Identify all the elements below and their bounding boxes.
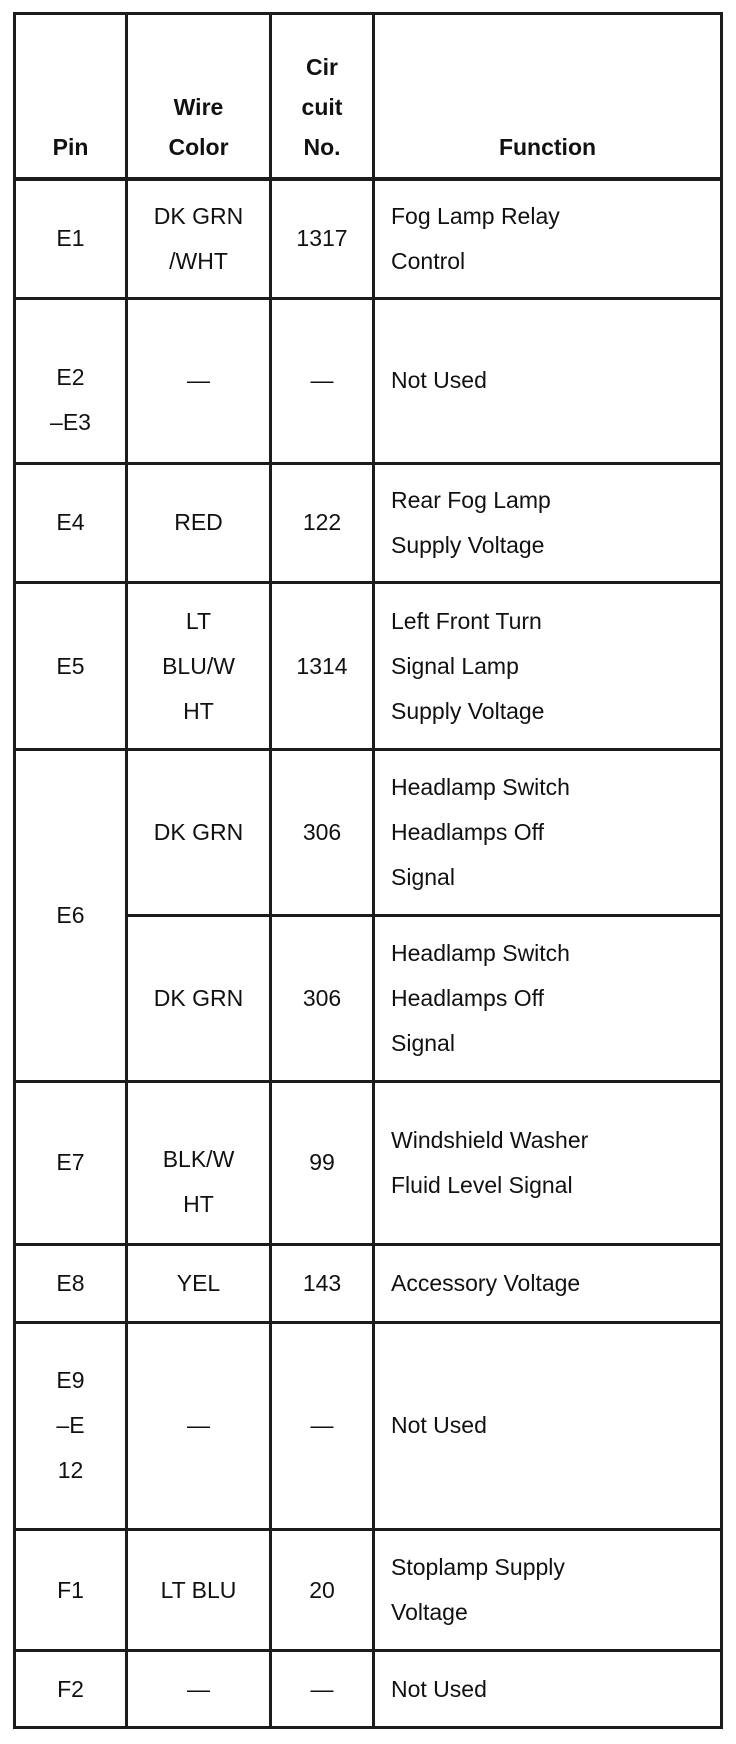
header-row xyxy=(15,14,722,179)
circuit-cell: — xyxy=(271,1651,374,1728)
pin-cell: E8 xyxy=(15,1244,127,1322)
circuit-cell: 1314 xyxy=(271,583,374,750)
header-wire-color: Wire Color xyxy=(127,14,271,179)
table-row xyxy=(15,1082,722,1245)
wire-color-cell: — xyxy=(127,1651,271,1728)
table-row xyxy=(15,1651,722,1728)
pin-cell: E6 xyxy=(15,750,127,1082)
circuit-cell: — xyxy=(271,1322,374,1530)
pin-cell: E5 xyxy=(15,583,127,750)
wire-color-cell: — xyxy=(127,298,271,463)
table-row xyxy=(15,463,722,583)
wire-color-cell: YEL xyxy=(127,1244,271,1322)
function-cell: Stoplamp Supply Voltage xyxy=(374,1530,722,1651)
wire-color-cell: DK GRN xyxy=(127,916,271,1082)
function-cell: Accessory Voltage xyxy=(374,1244,722,1322)
function-cell: Left Front Turn Signal Lamp Supply Voltage xyxy=(374,583,722,750)
pin-cell: E1 xyxy=(15,179,127,299)
pin-cell: E4 xyxy=(15,463,127,583)
pin-cell: E7 xyxy=(15,1082,127,1245)
circuit-cell: 306 xyxy=(271,750,374,916)
circuit-cell: — xyxy=(271,298,374,463)
pin-cell: E9 –E 12 xyxy=(15,1322,127,1530)
pin-cell: F1 xyxy=(15,1530,127,1651)
header-function: Function xyxy=(374,14,722,179)
circuit-cell: 1317 xyxy=(271,179,374,299)
table-row xyxy=(15,1530,722,1651)
function-cell: Not Used xyxy=(374,1322,722,1530)
header-circuit-no: Cir cuit No. xyxy=(271,14,374,179)
function-cell: Rear Fog Lamp Supply Voltage xyxy=(374,463,722,583)
function-cell: Not Used xyxy=(374,298,722,463)
function-cell: Headlamp Switch Headlamps Off Signal xyxy=(374,750,722,916)
circuit-cell: 20 xyxy=(271,1530,374,1651)
header-pin: Pin xyxy=(15,14,127,179)
table-row xyxy=(15,583,722,750)
wire-color-cell: LT BLU xyxy=(127,1530,271,1651)
pin-cell: E2 –E3 xyxy=(15,298,127,463)
function-cell: Windshield Washer Fluid Level Signal xyxy=(374,1082,722,1245)
pin-cell: F2 xyxy=(15,1651,127,1728)
function-cell: Fog Lamp Relay Control xyxy=(374,179,722,299)
table-row xyxy=(15,179,722,299)
wire-color-cell: DK GRN /WHT xyxy=(127,179,271,299)
circuit-cell: 306 xyxy=(271,916,374,1082)
table-row xyxy=(15,750,722,916)
table-row xyxy=(15,298,722,463)
wire-color-cell: — xyxy=(127,1322,271,1530)
wire-color-cell: RED xyxy=(127,463,271,583)
table-row xyxy=(15,1244,722,1322)
function-cell: Headlamp Switch Headlamps Off Signal xyxy=(374,916,722,1082)
table-row xyxy=(15,1322,722,1530)
circuit-cell: 122 xyxy=(271,463,374,583)
wire-color-cell: BLK/W HT xyxy=(127,1082,271,1245)
wire-color-cell: DK GRN xyxy=(127,750,271,916)
wire-color-cell: LT BLU/W HT xyxy=(127,583,271,750)
connector-pinout-table xyxy=(13,12,723,1729)
function-cell: Not Used xyxy=(374,1651,722,1728)
circuit-cell: 143 xyxy=(271,1244,374,1322)
circuit-cell: 99 xyxy=(271,1082,374,1245)
